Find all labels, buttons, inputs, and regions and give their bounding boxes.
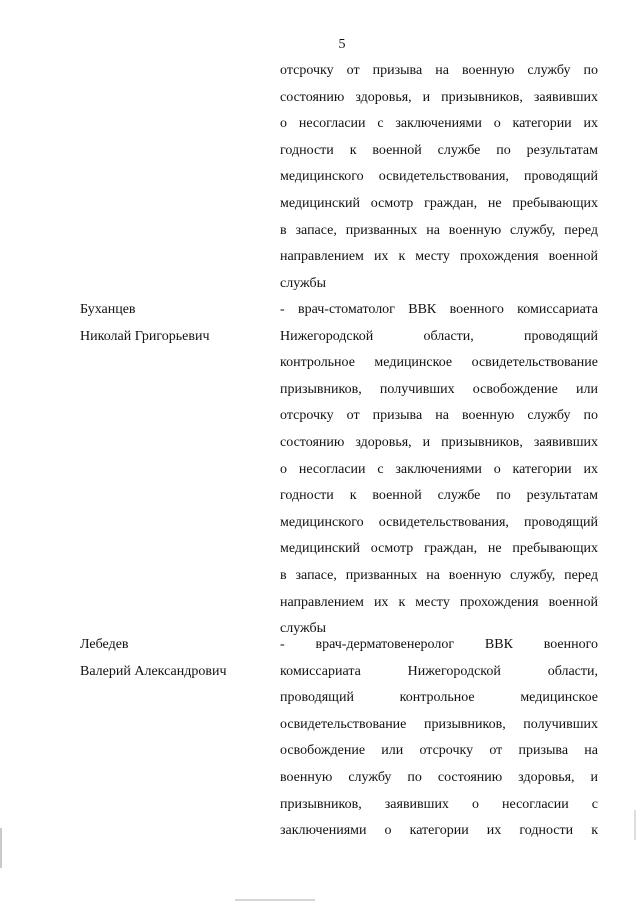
person-name — [80, 632, 270, 685]
surname: Буханцев — [80, 302, 136, 317]
text-line: годности к военной службе по результатам — [280, 142, 598, 158]
text-line: заключениями о категории их годности к — [280, 823, 598, 839]
name-patronymic: Валерий Александрович — [80, 663, 227, 679]
text-line: проводящий контрольное медицинское — [280, 690, 598, 706]
text-line: медицинский осмотр граждан, не пребывающих — [280, 541, 598, 557]
surname: Лебедев — [80, 637, 129, 652]
text-line: о несогласии с заключениями о категории их — [280, 116, 598, 132]
text-line: контрольное медицинское освидетельствование — [280, 355, 598, 371]
text-line: отсрочку от призыва на военную службу по — [280, 63, 598, 78]
name-patronymic: Николай Григорьевич — [80, 328, 210, 344]
text-line: службы — [280, 275, 327, 291]
text-line: медицинского освидетельствования, проводящий — [280, 169, 598, 185]
text-line: о несогласии с заключениями о категории их — [280, 461, 598, 477]
text-line: Нижегородской области, проводящий — [280, 328, 598, 344]
page-number: 5 — [338, 37, 346, 52]
scan-bottom-mark — [235, 899, 315, 901]
text-line: в запасе, призванных на военную службу, перед — [280, 567, 598, 583]
text-line: комиссариата Нижегородской области, — [280, 663, 598, 679]
text-line: - врач-дерматовенеролог ВВК военного — [280, 637, 598, 652]
text-line: направлением их к месту прохождения военной — [280, 249, 598, 265]
text-line: освобождение или отсрочку от призыва на — [280, 743, 598, 759]
position-description — [280, 297, 598, 643]
text-line: призывников, заявивших о несогласии с — [280, 796, 598, 812]
text-line: медицинский осмотр граждан, не пребывающих — [280, 195, 598, 211]
scan-edge-mark — [0, 828, 2, 868]
text-line: освидетельствование призывников, получивших — [280, 716, 598, 732]
text-line: в запасе, призванных на военную службу, перед — [280, 222, 598, 238]
text-line: состоянию здоровья, и призывников, заявивших — [280, 434, 598, 450]
text-line: направлением их к месту прохождения военной — [280, 594, 598, 610]
text-line: отсрочку от призыва на военную службу по — [280, 408, 598, 424]
text-line: годности к военной службе по результатам — [280, 488, 598, 504]
text-line: состоянию здоровья, и призывников, заявивших — [280, 89, 598, 105]
continuation-text — [280, 58, 598, 297]
text-line: службы — [280, 621, 327, 637]
text-line: призывников, получивших освобождение или — [280, 381, 598, 397]
text-line: медицинского освидетельствования, проводящий — [280, 514, 598, 530]
text-line: - врач-стоматолог ВВК военного комиссариата — [280, 302, 598, 317]
scan-edge-mark — [634, 810, 636, 840]
text-line: военную службу по состоянию здоровья, и — [280, 769, 598, 785]
position-description — [280, 632, 598, 845]
person-name — [80, 297, 270, 350]
